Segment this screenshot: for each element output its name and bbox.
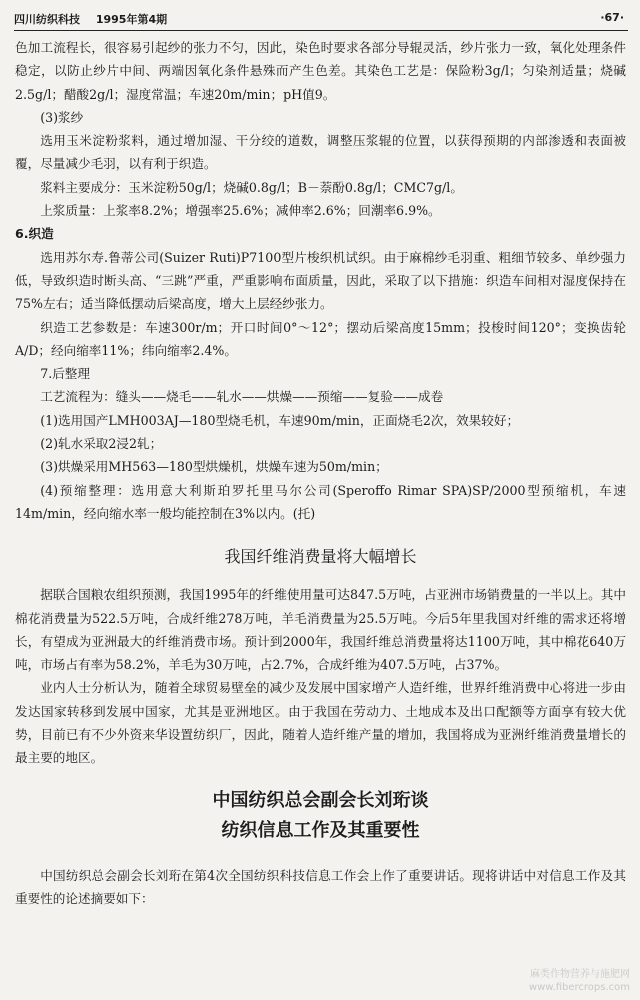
issue-label: 1995年第4期 xyxy=(95,13,168,26)
paragraph: 中国纺织总会副会长刘珩在第4次全国纺织科技信息工作会上作了重要讲话。现将讲话中对信息工作及其重要性的论述摘要如下： xyxy=(15,867,626,906)
subsection-heading: (3)浆纱 xyxy=(40,109,84,125)
section-heading: 7.后整理 xyxy=(40,366,90,382)
article-title xyxy=(15,786,626,846)
paragraph: 选用苏尔寿.鲁蒂公司(Suizer Ruti)P7100型片梭织机试织。由于麻棉纱毛羽重、粗细节较多、单纱强力低，导致织造时断头高、“三跳”严重，严重影响布面质量，因此，采取了以下措施：织造车间相对湿度保持在75%左右；适当降低摆动后梁高度，增大上层经纱张力。 xyxy=(15,249,626,312)
paragraph: 织造工艺参数是：车速300r/m；开口时间0°～12°；摆动后梁高度15mm；投梭时间120°；变换齿轮A/D；经向缩率11%；纬向缩率2.4%。 xyxy=(15,319,626,358)
title-line: 中国纺织总会副会长刘珩谈 xyxy=(212,789,429,811)
section-heading: 6.织造 xyxy=(15,226,54,242)
watermark-line: 麻类作物营养与施肥网 xyxy=(530,969,630,980)
paragraph: 工艺流程为：缝头——烧毛——轧水——烘燥——预缩——复验——成卷 xyxy=(40,389,444,405)
paragraph: 据联合国粮农组织预测，我国1995年的纤维使用量可达847.5万吨，占亚洲市场销费量的一半以上。其中棉花消费量为522.5万吨，合成纤维278万吨，羊毛消费量为25.5万吨。今后5年里我国对纤维的需求还将增长，有望成为亚洲最大的纤维消费市场。预计到2000年，我国纤维总消费量将达1100万吨，其中棉花640万吨，市场占有率为58.2%，羊毛为30万吨，占2.7%，合成纤维为407.5万吨，占37%。 xyxy=(15,587,626,673)
article-title: 我国纤维消费量将大幅增长 xyxy=(224,547,417,567)
watermark-line: www.fibercrops.com xyxy=(528,982,630,993)
paragraph: 上浆质量：上浆率8.2%；增强率25.6%；减伸率2.6%；回潮率6.9%。 xyxy=(40,203,441,219)
list-item: (2)轧水采取2浸2轧； xyxy=(40,436,163,452)
page-body xyxy=(15,36,626,910)
watermark xyxy=(529,968,630,994)
list-item: (4)预缩整理：选用意大利斯珀罗托里马尔公司(Speroffo Rimar SPA)SP/2000型预缩机，车速14m/min，经向缩水率一般均能控制在3%以内。(托) xyxy=(15,482,626,521)
page-number: ·67· xyxy=(600,11,624,24)
title-line: 纺织信息工作及其重要性 xyxy=(221,819,420,841)
header-left xyxy=(14,11,179,27)
list-item: (1)选用国产LMH003AJ—180型烧毛机，车速90m/min，正面烧毛2次，效果较好； xyxy=(40,412,520,428)
paragraph: 业内人士分析认为，随着全球贸易壁垒的减少及发展中国家增产人造纤维，世界纤维消费中心将进一步由发达国家转移到发展中国家，尤其是亚洲地区。由于我国在劳动力、土地成本及出口配额等方面享有较大优势，目前已有不少外资来华设置纺织厂，因此，随着人造纤维产量的增加，我国将成为亚洲纤维消费量增长的最主要的地区。 xyxy=(15,680,626,766)
paragraph: 色加工流程长，很容易引起纱的张力不匀，因此，染色时要求各部分导辊灵活，纱片张力一致，氧化处理条件稳定，以防止纱片中间、两端因氧化条件悬殊而产生色差。其染色工艺是：保险粉3g/l；匀染剂适量；烧碱2.5g/l；醋酸2g/l；湿度常温；车速20m/min；pH值9。 xyxy=(15,40,626,102)
paragraph: 选用玉米淀粉浆料，通过增加湿、干分绞的道数，调整压浆辊的位置，以获得预期的内部渗透和表面被覆，尽量减少毛羽，以有利于织造。 xyxy=(15,133,626,172)
paragraph: 浆料主要成分：玉米淀粉50g/l；烧碱0.8g/l；B－萘酚0.8g/l；CMC7g/l。 xyxy=(40,179,463,195)
page-header xyxy=(14,8,628,31)
list-item: (3)烘燥采用MH563—180型烘燥机，烘燥车速为50m/min； xyxy=(40,459,388,475)
journal-name: 四川纺织科技 xyxy=(14,13,80,26)
